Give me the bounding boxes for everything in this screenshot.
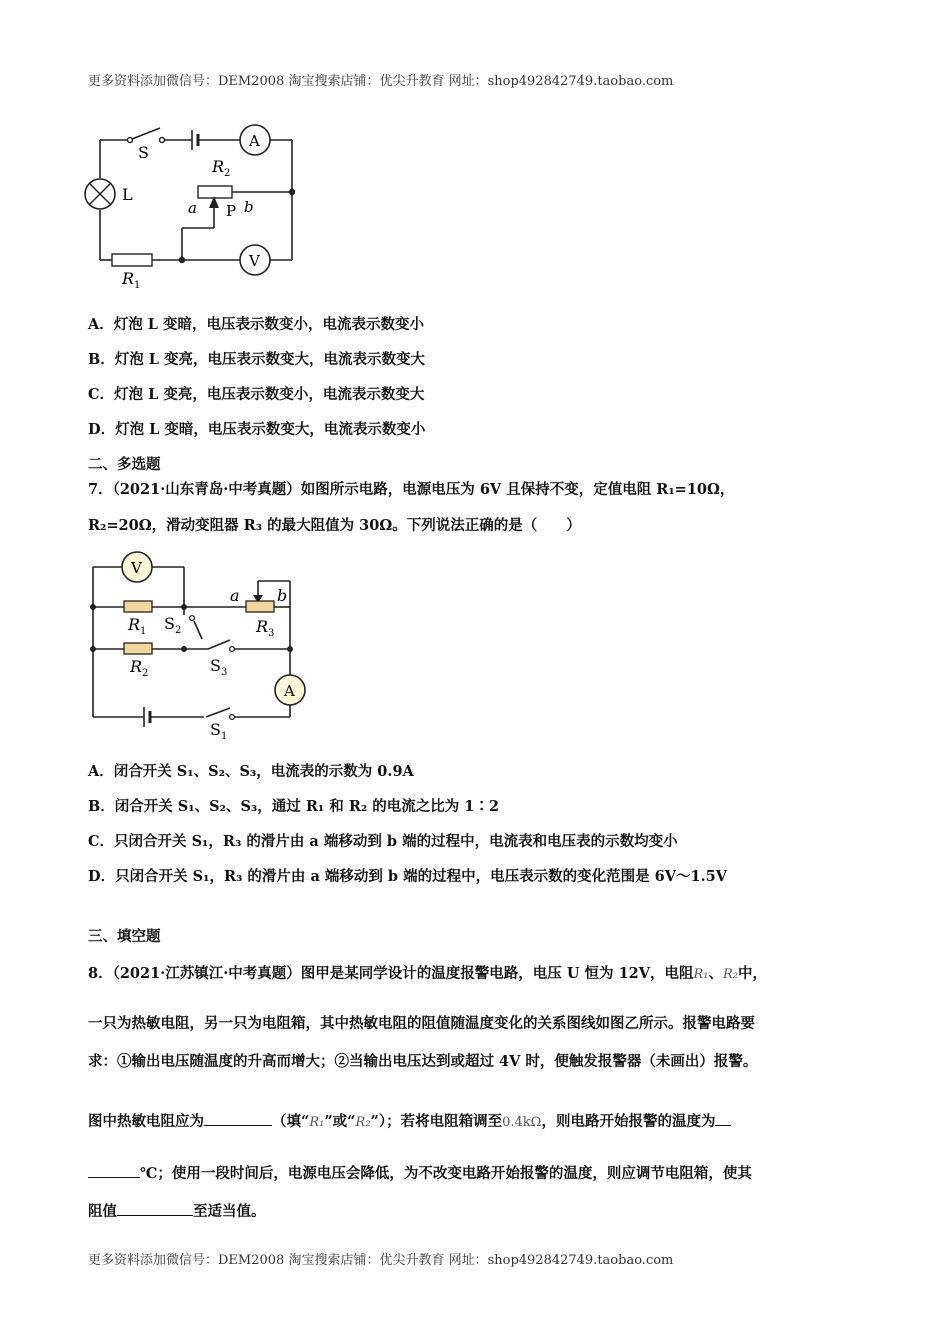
resistor-r2-1 — [198, 186, 232, 198]
label-r1-2-sub: 1 — [140, 626, 147, 637]
q7-option-c: C．只闭合开关 S₁，R₃ 的滑片由 a 端移动到 b 端的过程中，电流表和电压表的示数均变小 — [88, 833, 678, 850]
circuit-diagram-2 — [80, 545, 320, 745]
q8-r2-option: R₂ — [355, 1115, 371, 1130]
switch-contact — [190, 616, 195, 621]
q6-option-c: C．灯泡 L 变亮，电压表示数变小，电流表示数变大 — [88, 386, 425, 403]
label-r2-sub: 2 — [224, 168, 231, 179]
q8-value-symbol: 0.4kΩ — [502, 1115, 542, 1130]
answer-blank-2a[interactable] — [715, 1111, 731, 1126]
label-s: S — [138, 143, 149, 162]
page-header: 更多资料添加微信号：DEM2008 淘宝搜索店铺：优尖升教育 网址：shop492842749.taobao.com — [88, 74, 674, 89]
q6-option-b: B．灯泡 L 变亮，电压表示数变大，电流表示数变大 — [88, 351, 426, 368]
q8-stem-line1 — [88, 962, 767, 983]
q8-line4-text-b: （填“ — [272, 1113, 310, 1130]
q8-line4-text-a: 图中热敏电阻应为 — [88, 1113, 204, 1130]
label-s3-sub: 3 — [221, 667, 228, 678]
switch-s-contact-2 — [160, 138, 165, 143]
q7-option-b: B．闭合开关 S₁、S₂、S₃，通过 R₁ 和 R₂ 的电流之比为 1∶2 — [88, 798, 499, 815]
q8-separator: 、 — [708, 965, 724, 982]
label-a-end: a — [188, 199, 197, 217]
circuit-diagram-1 — [80, 110, 310, 300]
q7-stem-line1: 7．（2021·山东青岛·中考真题）如图所示电路，电源电压为 6V 且保持不变，定值电阻 R₁=10Ω， — [88, 481, 735, 498]
q7-stem-line2: R₂=20Ω，滑动变阻器 R₃ 的最大阻值为 30Ω。下列说法正确的是（ ） — [88, 517, 581, 534]
resistor-r1-1 — [112, 254, 152, 266]
page-footer: 更多资料添加微信号：DEM2008 淘宝搜索店铺：优尖升教育 网址：shop492842749.taobao.com — [88, 1253, 674, 1268]
junction-dot — [181, 604, 187, 610]
label-r1-2: R — [128, 615, 141, 634]
label-r2-2: R — [130, 657, 143, 676]
label-s3: S — [210, 656, 221, 675]
label-r2: R — [212, 157, 225, 176]
q8-line4-text-d: ”）；若将电阻箱调至 — [370, 1113, 503, 1130]
section-multi: 二、多选题 — [88, 456, 161, 473]
q8-line6-text-b: 至适当值。 — [193, 1203, 266, 1220]
label-r1: R — [122, 269, 135, 288]
label-s2: S — [164, 614, 175, 633]
q8-line6-text-a: 阻值 — [88, 1203, 117, 1220]
label-s1: S — [210, 720, 221, 739]
q8-line1-text: 8．（2021·江苏镇江·中考真题）图甲是某同学设计的温度报警电路，电压 U 恒为 12V，电阻 — [88, 965, 694, 982]
label-v: V — [249, 252, 260, 270]
label-r1-sub: 1 — [134, 280, 141, 291]
label-r3-2: R — [256, 617, 269, 636]
resistor-r3-2 — [246, 601, 274, 612]
label-p: P — [226, 202, 237, 220]
q7-option-a: A．闭合开关 S₁、S₂、S₃，电流表的示数为 0.9A — [88, 763, 414, 780]
label-s2-sub: 2 — [175, 625, 182, 636]
junction-dot — [90, 646, 96, 652]
q8-line5-text: ℃；使用一段时间后，电源电压会降低，为不改变电路开始报警的温度，则应调节电阻箱，使其 — [140, 1165, 752, 1182]
q8-line4-text-e: ，则电路开始报警的温度为 — [541, 1113, 716, 1130]
q8-stem-line6 — [88, 1200, 266, 1221]
label-a-end-2: a — [230, 586, 240, 605]
q8-r1-symbol: R₁ — [693, 967, 709, 982]
q8-line1-end: 中， — [738, 965, 768, 982]
switch-s-contact — [128, 138, 133, 143]
junction-dot — [90, 604, 96, 610]
answer-blank-1[interactable] — [204, 1111, 272, 1126]
label-v2: V — [131, 559, 142, 577]
junction-dot — [179, 257, 185, 263]
answer-blank-3[interactable] — [117, 1201, 193, 1216]
junction-dot — [287, 646, 293, 652]
label-b-end-2: b — [277, 586, 288, 605]
label-r2-2-sub: 2 — [142, 668, 149, 679]
label-a: A — [249, 132, 260, 150]
section-fill: 三、填空题 — [88, 928, 161, 945]
q8-stem-line4 — [88, 1110, 731, 1131]
q7-option-d: D．只闭合开关 S₁，R₃ 的滑片由 a 端移动到 b 端的过程中，电压表示数的变化范围是 6V～1.5V — [88, 868, 727, 885]
q8-r2-symbol: R₂ — [723, 967, 739, 982]
label-s1-sub: 1 — [221, 731, 228, 742]
resistor-r2-2 — [124, 643, 152, 654]
switch-contact — [230, 715, 235, 720]
q6-option-d: D．灯泡 L 变暗，电压表示数变大，电流表示数变小 — [88, 421, 426, 438]
q8-stem-line3: 求：①输出电压随温度的升高而增大；②当输出电压达到或超过 4V 时，便触发报警器（未画出）报警。 — [88, 1053, 758, 1070]
junction-dot — [289, 189, 295, 195]
q8-stem-line5 — [88, 1162, 752, 1183]
junction-dot — [181, 646, 187, 652]
switch-contact — [230, 647, 235, 652]
label-l: L — [122, 185, 133, 204]
q8-r1-option: R₁ — [309, 1115, 325, 1130]
resistor-r1-2 — [124, 601, 152, 612]
answer-blank-2b[interactable] — [88, 1163, 140, 1178]
q8-stem-line2: 一只为热敏电阻，另一只为电阻箱，其中热敏电阻的阻值随温度变化的关系图线如图乙所示。报警电路要 — [88, 1015, 755, 1032]
label-r3-2-sub: 3 — [268, 628, 275, 639]
q8-line4-text-c: ”或“ — [324, 1113, 356, 1130]
label-a2: A — [284, 682, 295, 700]
q6-option-a: A．灯泡 L 变暗，电压表示数变小，电流表示数变小 — [88, 316, 425, 333]
label-b-end: b — [244, 198, 254, 216]
